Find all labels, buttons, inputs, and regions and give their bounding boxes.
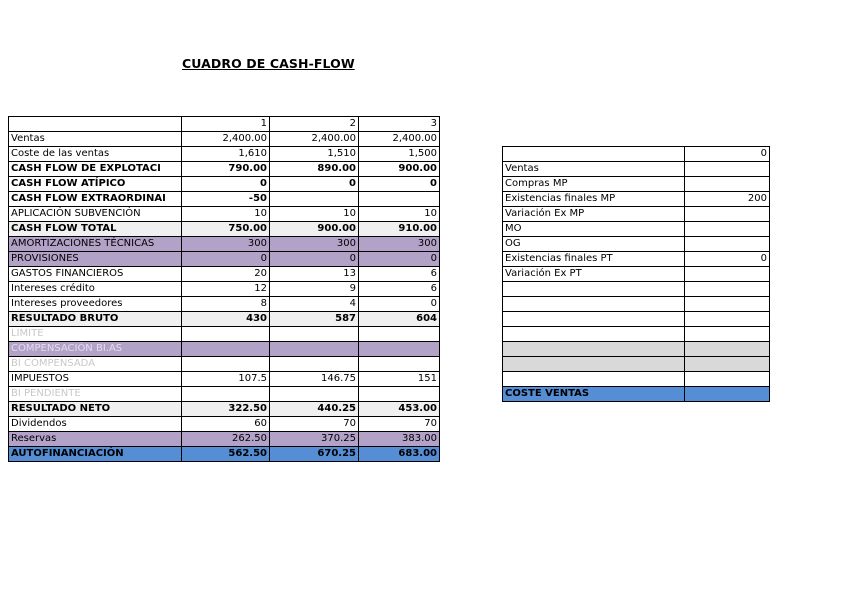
value-cell[interactable] (270, 357, 359, 372)
row-label-cell[interactable]: Reservas (9, 432, 182, 447)
row-label-cell[interactable]: APLICACIÓN SUBVENCIÓN (9, 207, 182, 222)
row-label-cell[interactable]: BI PENDIENTE (9, 387, 182, 402)
row-label-cell[interactable]: COSTE VENTAS (503, 387, 685, 402)
value-cell[interactable]: 146.75 (270, 372, 359, 387)
table-row (9, 402, 440, 417)
row-label-cell[interactable]: BI COMPENSADA (9, 357, 182, 372)
row-label-cell[interactable]: IMPUESTOS (9, 372, 182, 387)
value-cell[interactable]: 453.00 (359, 402, 440, 417)
table-row (9, 297, 440, 312)
value-cell[interactable]: 440.25 (270, 402, 359, 417)
table-row (9, 357, 440, 372)
value-cell[interactable]: 13 (270, 267, 359, 282)
table-row (503, 177, 770, 192)
row-label-cell[interactable]: Existencias finales PT (503, 252, 685, 267)
row-label-cell[interactable] (503, 297, 685, 312)
value-cell[interactable]: 0 (182, 177, 270, 192)
row-label-cell[interactable]: CASH FLOW TOTAL (9, 222, 182, 237)
table-row (503, 282, 770, 297)
value-cell[interactable]: 0 (685, 252, 770, 267)
value-cell[interactable]: 430 (182, 312, 270, 327)
value-cell[interactable] (359, 327, 440, 342)
value-cell[interactable]: 790.00 (182, 162, 270, 177)
row-label-cell[interactable]: AMORTIZACIONES TÉCNICAS (9, 237, 182, 252)
value-cell[interactable]: 4 (270, 297, 359, 312)
table-row (503, 297, 770, 312)
value-cell[interactable]: 0 (182, 252, 270, 267)
table-row (503, 237, 770, 252)
value-cell[interactable] (685, 222, 770, 237)
value-cell[interactable] (685, 162, 770, 177)
value-cell[interactable] (182, 357, 270, 372)
value-cell[interactable] (685, 297, 770, 312)
row-label-cell[interactable]: Intereses proveedores (9, 297, 182, 312)
table-row (9, 132, 440, 147)
table-row (9, 312, 440, 327)
value-cell[interactable]: 10 (182, 207, 270, 222)
row-label-cell[interactable]: MO (503, 222, 685, 237)
value-cell[interactable]: 0 (685, 147, 770, 162)
row-label-cell[interactable]: CASH FLOW ATÍPICO (9, 177, 182, 192)
row-label-cell[interactable]: Compras MP (503, 177, 685, 192)
value-cell[interactable]: 60 (182, 417, 270, 432)
row-label-cell[interactable]: PROVISIONES (9, 252, 182, 267)
value-cell[interactable]: 562.50 (182, 447, 270, 462)
value-cell[interactable] (359, 357, 440, 372)
value-cell[interactable]: 70 (270, 417, 359, 432)
value-cell[interactable]: 322.50 (182, 402, 270, 417)
page-title: CUADRO DE CASH-FLOW (182, 56, 355, 71)
value-cell[interactable] (685, 372, 770, 387)
value-cell[interactable] (685, 237, 770, 252)
table-row (503, 252, 770, 267)
table-row (9, 222, 440, 237)
value-cell[interactable]: 587 (270, 312, 359, 327)
cash-flow-table (8, 116, 440, 462)
value-cell[interactable] (270, 342, 359, 357)
period-header-cell[interactable]: 1 (182, 117, 270, 132)
value-cell[interactable]: 107.5 (182, 372, 270, 387)
value-cell[interactable]: 1,500 (359, 147, 440, 162)
table-row (503, 267, 770, 282)
header-corner-cell[interactable] (9, 117, 182, 132)
value-cell[interactable]: 12 (182, 282, 270, 297)
table-row (503, 372, 770, 387)
value-cell[interactable]: 750.00 (182, 222, 270, 237)
table-row (503, 312, 770, 327)
value-cell[interactable] (685, 327, 770, 342)
value-cell[interactable] (685, 387, 770, 402)
row-label-cell[interactable]: CASH FLOW DE EXPLOTACI (9, 162, 182, 177)
table-row (9, 387, 440, 402)
table-row (9, 372, 440, 387)
table-row (9, 417, 440, 432)
value-cell[interactable]: 0 (270, 177, 359, 192)
period-header-cell[interactable]: 2 (270, 117, 359, 132)
row-label-cell[interactable]: Variación Ex MP (503, 207, 685, 222)
row-label-cell[interactable]: RESULTADO NETO (9, 402, 182, 417)
value-cell[interactable]: 6 (359, 267, 440, 282)
value-cell[interactable] (685, 357, 770, 372)
row-label-cell[interactable]: COMPENSACIÓN BI.AS (9, 342, 182, 357)
value-cell[interactable]: 70 (359, 417, 440, 432)
value-cell[interactable]: 1,510 (270, 147, 359, 162)
row-label-cell[interactable] (503, 327, 685, 342)
value-cell[interactable]: 890.00 (270, 162, 359, 177)
value-cell[interactable]: 900.00 (359, 162, 440, 177)
row-label-cell[interactable] (503, 312, 685, 327)
table-row (9, 342, 440, 357)
row-label-cell[interactable]: Variación Ex PT (503, 267, 685, 282)
value-cell[interactable]: 0 (359, 297, 440, 312)
row-label-cell[interactable] (503, 357, 685, 372)
period-header-cell[interactable]: 3 (359, 117, 440, 132)
value-cell[interactable]: 670.25 (270, 447, 359, 462)
table-row (9, 177, 440, 192)
table-row (503, 222, 770, 237)
value-cell[interactable] (685, 342, 770, 357)
table-row (503, 357, 770, 372)
value-cell[interactable]: 383.00 (359, 432, 440, 447)
table-row (503, 192, 770, 207)
value-cell[interactable]: 300 (270, 237, 359, 252)
value-cell[interactable] (182, 327, 270, 342)
value-cell[interactable] (182, 387, 270, 402)
value-cell[interactable] (359, 342, 440, 357)
value-cell[interactable]: 2,400.00 (182, 132, 270, 147)
row-label-cell[interactable]: OG (503, 237, 685, 252)
value-cell[interactable] (685, 207, 770, 222)
value-cell[interactable]: 9 (270, 282, 359, 297)
value-cell[interactable] (685, 282, 770, 297)
row-label-cell[interactable]: Dividendos (9, 417, 182, 432)
table-row (503, 207, 770, 222)
value-cell[interactable] (270, 192, 359, 207)
table-row (9, 252, 440, 267)
row-label-cell[interactable]: Coste de las ventas (9, 147, 182, 162)
value-cell[interactable]: 300 (182, 237, 270, 252)
value-cell[interactable]: 300 (359, 237, 440, 252)
value-cell[interactable]: 910.00 (359, 222, 440, 237)
row-label-cell[interactable]: Existencias finales MP (503, 192, 685, 207)
value-cell[interactable]: 0 (359, 177, 440, 192)
table-row (503, 327, 770, 342)
value-cell[interactable]: 10 (359, 207, 440, 222)
table-row (503, 162, 770, 177)
table-row (503, 387, 770, 402)
value-cell[interactable]: 8 (182, 297, 270, 312)
value-cell[interactable]: 6 (359, 282, 440, 297)
value-cell[interactable]: 151 (359, 372, 440, 387)
value-cell[interactable] (182, 342, 270, 357)
table-row (9, 432, 440, 447)
value-cell[interactable]: 0 (270, 252, 359, 267)
table-row (9, 267, 440, 282)
value-cell[interactable] (685, 177, 770, 192)
table-row (9, 327, 440, 342)
value-cell[interactable]: 1,610 (182, 147, 270, 162)
table-row (9, 147, 440, 162)
table-row (9, 237, 440, 252)
row-label-cell[interactable] (503, 282, 685, 297)
cost-of-sales-table (502, 146, 770, 402)
table-row (503, 147, 770, 162)
value-cell[interactable] (685, 312, 770, 327)
value-cell[interactable] (685, 267, 770, 282)
table-row (9, 207, 440, 222)
row-label-cell[interactable]: RESULTADO BRUTO (9, 312, 182, 327)
value-cell[interactable]: -50 (182, 192, 270, 207)
value-cell[interactable]: 900.00 (270, 222, 359, 237)
value-cell[interactable]: 2,400.00 (270, 132, 359, 147)
value-cell[interactable]: 262.50 (182, 432, 270, 447)
row-label-cell[interactable] (503, 147, 685, 162)
row-label-cell[interactable]: Intereses crédito (9, 282, 182, 297)
table-row (9, 447, 440, 462)
value-cell[interactable] (270, 387, 359, 402)
value-cell[interactable]: 370.25 (270, 432, 359, 447)
value-cell[interactable]: 683.00 (359, 447, 440, 462)
value-cell[interactable]: 200 (685, 192, 770, 207)
header-row (9, 117, 440, 132)
value-cell[interactable]: 2,400.00 (359, 132, 440, 147)
row-label-cell[interactable] (503, 342, 685, 357)
value-cell[interactable] (359, 387, 440, 402)
table-row (9, 192, 440, 207)
row-label-cell[interactable]: Ventas (503, 162, 685, 177)
row-label-cell[interactable] (503, 372, 685, 387)
table-row (503, 342, 770, 357)
value-cell[interactable]: 20 (182, 267, 270, 282)
value-cell[interactable] (359, 192, 440, 207)
table-row (9, 162, 440, 177)
row-label-cell[interactable]: AUTOFINANCIACIÓN (9, 447, 182, 462)
row-label-cell[interactable]: GASTOS FINANCIEROS (9, 267, 182, 282)
row-label-cell[interactable]: Ventas (9, 132, 182, 147)
value-cell[interactable] (270, 327, 359, 342)
row-label-cell[interactable]: LIMITE (9, 327, 182, 342)
value-cell[interactable]: 10 (270, 207, 359, 222)
row-label-cell[interactable]: CASH FLOW EXTRAORDINAI (9, 192, 182, 207)
value-cell[interactable]: 604 (359, 312, 440, 327)
table-row (9, 282, 440, 297)
value-cell[interactable]: 0 (359, 252, 440, 267)
